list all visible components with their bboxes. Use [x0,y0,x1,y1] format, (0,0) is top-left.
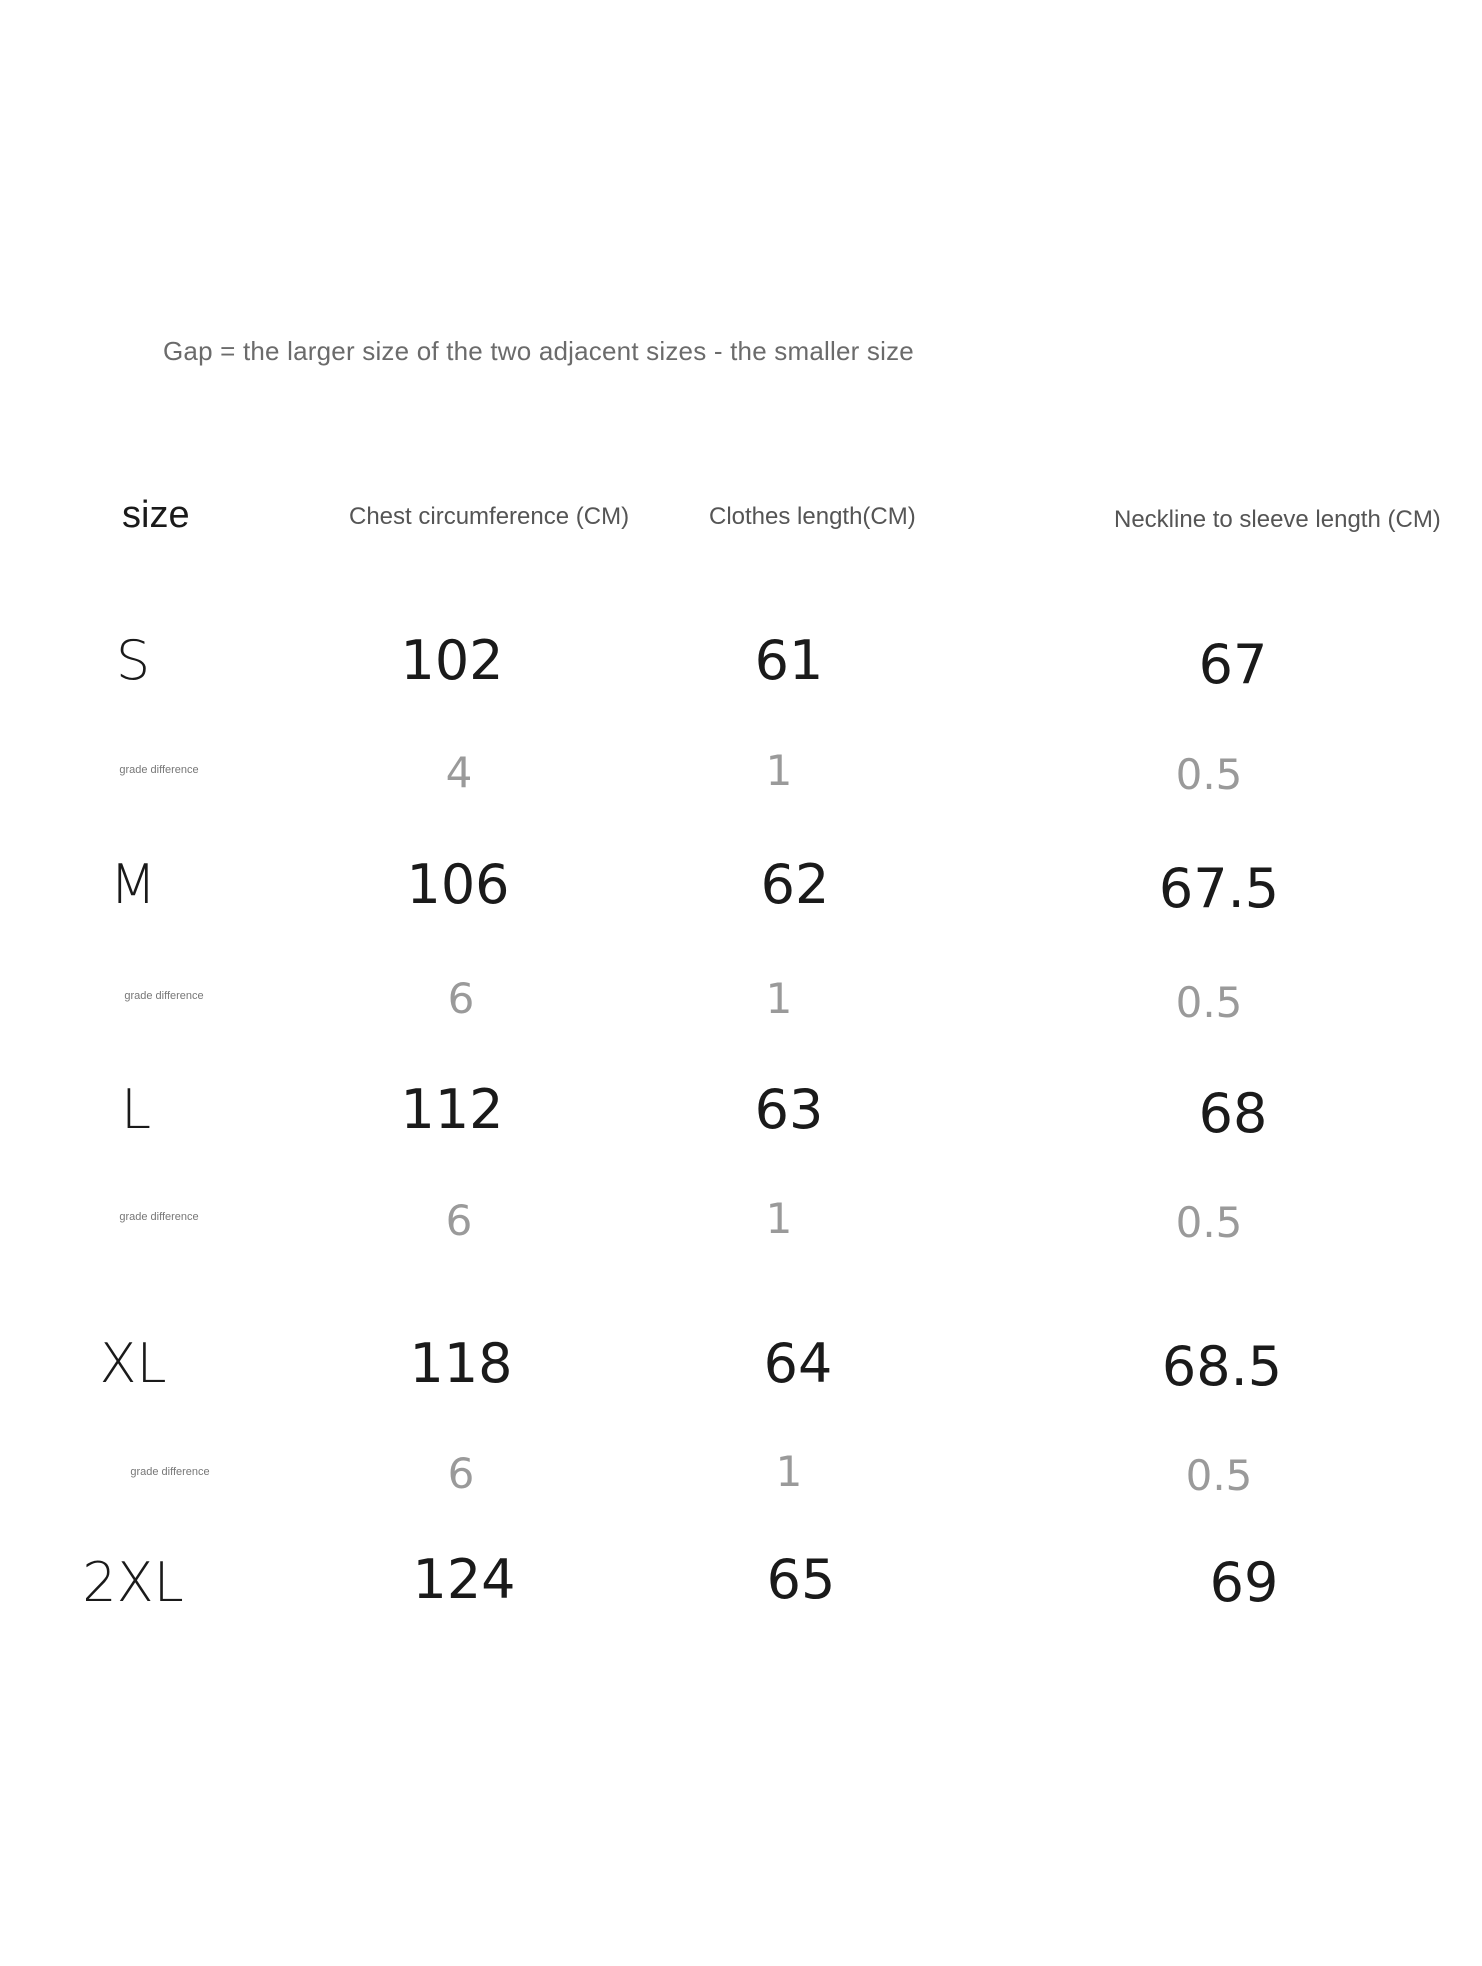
sleeve-value-l: 68 [1198,1082,1268,1145]
grade-difference-label: grade difference [124,990,204,1002]
size-label-xl: XL [99,1332,167,1395]
chest-value-2xl: 124 [412,1548,516,1611]
length-value-s: 61 [754,629,824,692]
header-chest-circumference: Chest circumference (CM) [349,503,630,530]
grade-sleeve-value: 0.5 [1185,1451,1253,1500]
grade-length-value: 1 [775,1447,803,1496]
grade-sleeve-value: 0.5 [1175,750,1243,799]
length-value-l: 63 [754,1078,824,1141]
chest-value-s: 102 [400,629,504,692]
sleeve-value-2xl: 69 [1209,1551,1279,1614]
length-value-xl: 64 [763,1332,833,1395]
grade-difference-label: grade difference [130,1466,210,1478]
grade-length-value: 1 [765,746,793,795]
grade-difference-label: grade difference [119,764,199,776]
grade-chest-value: 6 [445,1196,473,1245]
chest-value-xl: 118 [409,1332,513,1395]
gap-note: Gap = the larger size of the two adjacent sizes - the smaller size [163,336,914,366]
header-clothes-length: Clothes length(CM) [709,503,916,530]
length-value-2xl: 65 [766,1548,836,1611]
grade-sleeve-value: 0.5 [1175,978,1243,1027]
sleeve-value-m: 67.5 [1158,857,1280,920]
grade-length-value: 1 [765,974,793,1023]
header-neckline-to-sleeve: Neckline to sleeve length (CM) [1114,506,1441,533]
grade-length-value: 1 [765,1194,793,1243]
size-label-l: L [120,1078,152,1141]
grade-chest-value: 6 [447,1449,475,1498]
grade-difference-label: grade difference [119,1211,199,1223]
grade-sleeve-value: 0.5 [1175,1198,1243,1247]
sleeve-value-xl: 68.5 [1161,1335,1283,1398]
size-label-2xl: 2XL [82,1551,184,1614]
sleeve-value-s: 67 [1198,633,1268,696]
chest-value-m: 106 [406,853,510,916]
header-size: size [122,494,190,536]
chest-value-l: 112 [400,1078,504,1141]
grade-chest-value: 4 [445,748,473,797]
size-label-s: S [115,629,151,692]
size-label-m: M [109,853,157,916]
grade-chest-value: 6 [447,974,475,1023]
length-value-m: 62 [760,853,830,916]
